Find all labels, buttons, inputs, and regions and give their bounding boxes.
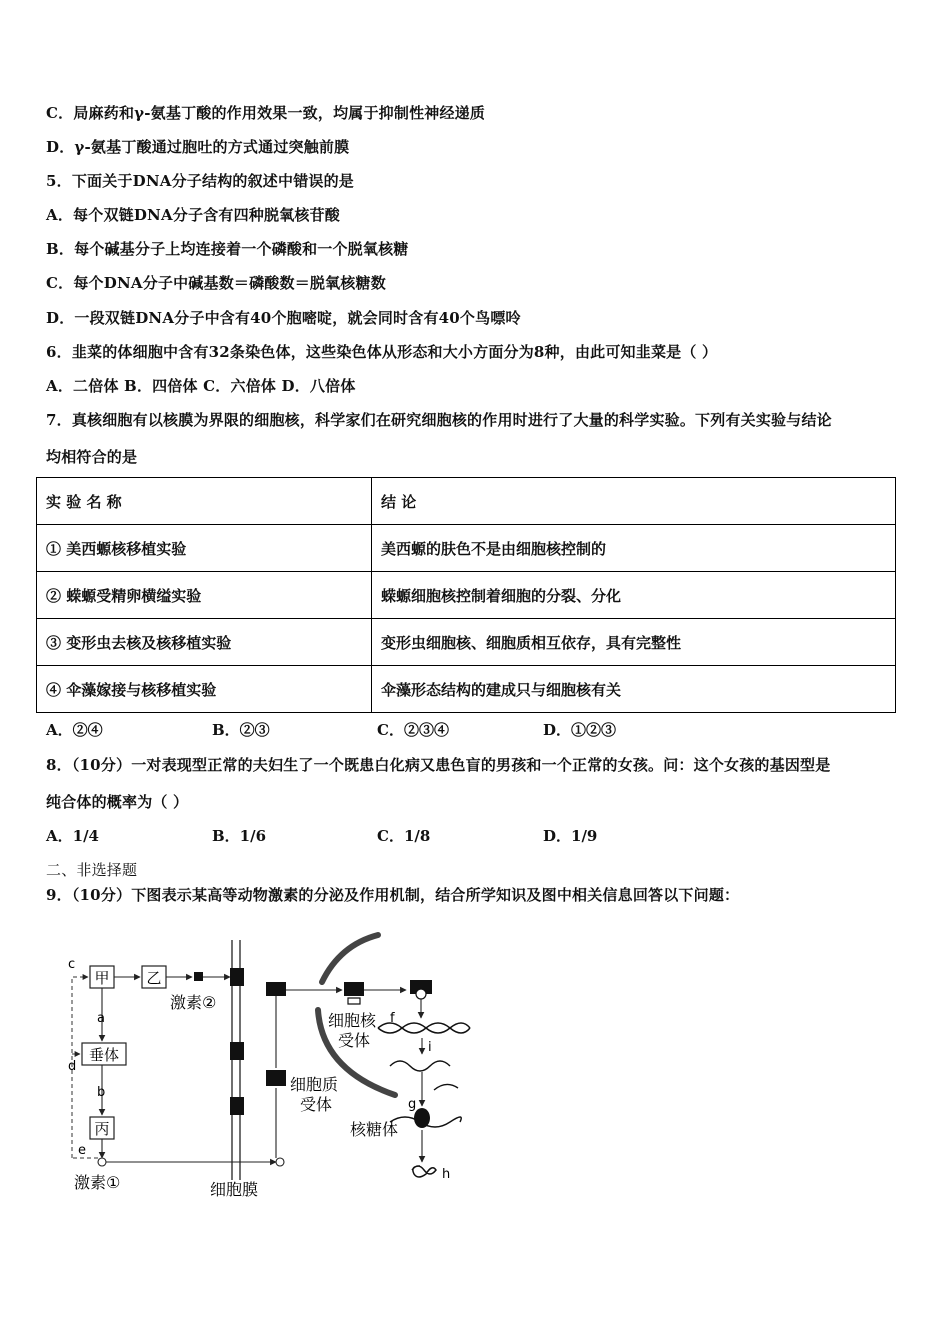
q8-stem-line1: 8．（10分）一对表现型正常的夫妇生了一个既患白化病又患色盲的男孩和一个正常的女孩。问：这个女孩的基因型是 [46,756,831,774]
table-cell: 蝾螈细胞核控制着细胞的分裂、分化 [372,572,896,619]
table-cell: ③ 变形虫去核及核移植实验 [37,619,372,666]
table-row [37,572,896,619]
hormone-mechanism-diagram [60,930,490,1200]
table-cell: 变形虫细胞核、细胞质相互依存，具有完整性 [372,619,896,666]
hormone2-square [194,972,203,981]
letter-c: c [68,957,76,972]
q5-option-c: C．每个DNA分子中碱基数＝磷酸数＝脱氧核糖数 [46,274,386,292]
cyto-receptor-label-2: 受体 [300,1095,333,1114]
cyto-receptor-bottom [266,1070,286,1086]
table-cell: ④ 伞藻嫁接与核移植实验 [37,666,372,713]
hormone1-circle [98,1158,106,1166]
q7-option-a: A．②④ [46,721,103,739]
letter-b: b [97,1085,106,1100]
q6-stem: 6．韭菜的体细胞中含有32条染色体，这些染色体从形态和大小方面分为8种，由此可知韭菜是（ ） [46,343,718,361]
ribosome-shape [414,1108,430,1128]
bing-label: 丙 [94,1120,110,1138]
mrna-in-nucleus [390,1061,450,1071]
table-header-row [37,478,896,525]
membrane-receptor-2 [230,1042,244,1060]
q7-option-d: D．①②③ [543,721,617,739]
q4-option-c: C．局麻药和γ-氨基丁酸的作用效果一致，均属于抑制性神经递质 [46,104,486,122]
bound-hormone-circle [416,989,426,999]
nuclear-receptor-1 [344,982,364,996]
letter-a: a [97,1011,105,1026]
table-row [37,666,896,713]
q8-option-d: D．1/9 [543,827,598,845]
table-cell: 美西螈的肤色不是由细胞核控制的 [372,525,896,572]
nuclear-receptor-label-1: 细胞核 [328,1011,377,1030]
q5-option-b: B．每个碱基分子上均连接着一个磷酸和一个脱氧核糖 [46,240,409,258]
table-cell: 伞藻形态结构的建成只与细胞核有关 [372,666,896,713]
hormone1-label: 激素① [74,1173,121,1192]
table-header-cell: 实 验 名 称 [37,478,372,525]
nuclear-receptor-base-1 [348,998,360,1004]
mrna-exit [434,1084,458,1090]
membrane-receptor-3 [230,1097,244,1115]
yi-label: 乙 [146,969,162,987]
section-title: 二、非选择题 [46,861,138,879]
table-row [37,525,896,572]
nuclear-receptor-label-2: 受体 [338,1031,371,1050]
letter-f: f [390,1011,395,1026]
q7-option-b: B．②③ [212,721,270,739]
q5-option-a: A．每个双链DNA分子含有四种脱氧核苷酸 [46,206,340,224]
q7-option-c: C．②③④ [377,721,449,739]
table-row [37,619,896,666]
ribosome-label: 核糖体 [350,1120,399,1139]
table-cell: ① 美西螈核移植实验 [37,525,372,572]
experiment-table [36,477,896,713]
q5-option-d: D．一段双链DNA分子中含有40个胞嘧啶，就会同时含有40个鸟嘌呤 [46,309,521,327]
q4-option-d: D．γ-氨基丁酸通过胞吐的方式通过突触前膜 [46,138,350,156]
membrane-label: 细胞膜 [210,1180,259,1199]
nuclear-envelope-top [322,935,378,982]
cyto-receptor-label-1: 细胞质 [290,1075,339,1094]
hormone1-target-circle [276,1158,284,1166]
table-header-cell: 结 论 [372,478,896,525]
q7-stem-line2: 均相符合的是 [46,448,138,466]
q8-option-c: C．1/8 [377,827,431,845]
q8-stem-line2: 纯合体的概率为（ ） [46,793,189,811]
q6-options: A．二倍体 B．四倍体 C．六倍体 D．八倍体 [46,377,356,395]
letter-i: i [428,1040,432,1055]
protein-coil [412,1166,436,1177]
letter-g: g [408,1097,417,1112]
letter-h: h [442,1167,451,1182]
letter-e: e [78,1143,86,1158]
q9-stem: 9．（10分）下图表示某高等动物激素的分泌及作用机制，结合所学知识及图中相关信息回答以下问题： [46,886,740,904]
q7-stem-line1: 7．真核细胞有以核膜为界限的细胞核，科学家们在研究细胞核的作用时进行了大量的科学实验。下列有关实验与结论 [46,411,832,429]
table-cell: ② 蝾螈受精卵横缢实验 [37,572,372,619]
membrane-receptor-1 [230,968,244,986]
cyto-receptor-top [266,982,286,996]
hormone2-label: 激素② [170,993,217,1012]
jia-label: 甲 [94,969,110,987]
q8-option-a: A．1/4 [46,827,99,845]
q5-stem: 5．下面关于DNA分子结构的叙述中错误的是 [46,172,354,190]
q8-option-b: B．1/6 [212,827,267,845]
letter-d: d [68,1059,77,1074]
pituitary-label: 垂体 [88,1046,120,1064]
